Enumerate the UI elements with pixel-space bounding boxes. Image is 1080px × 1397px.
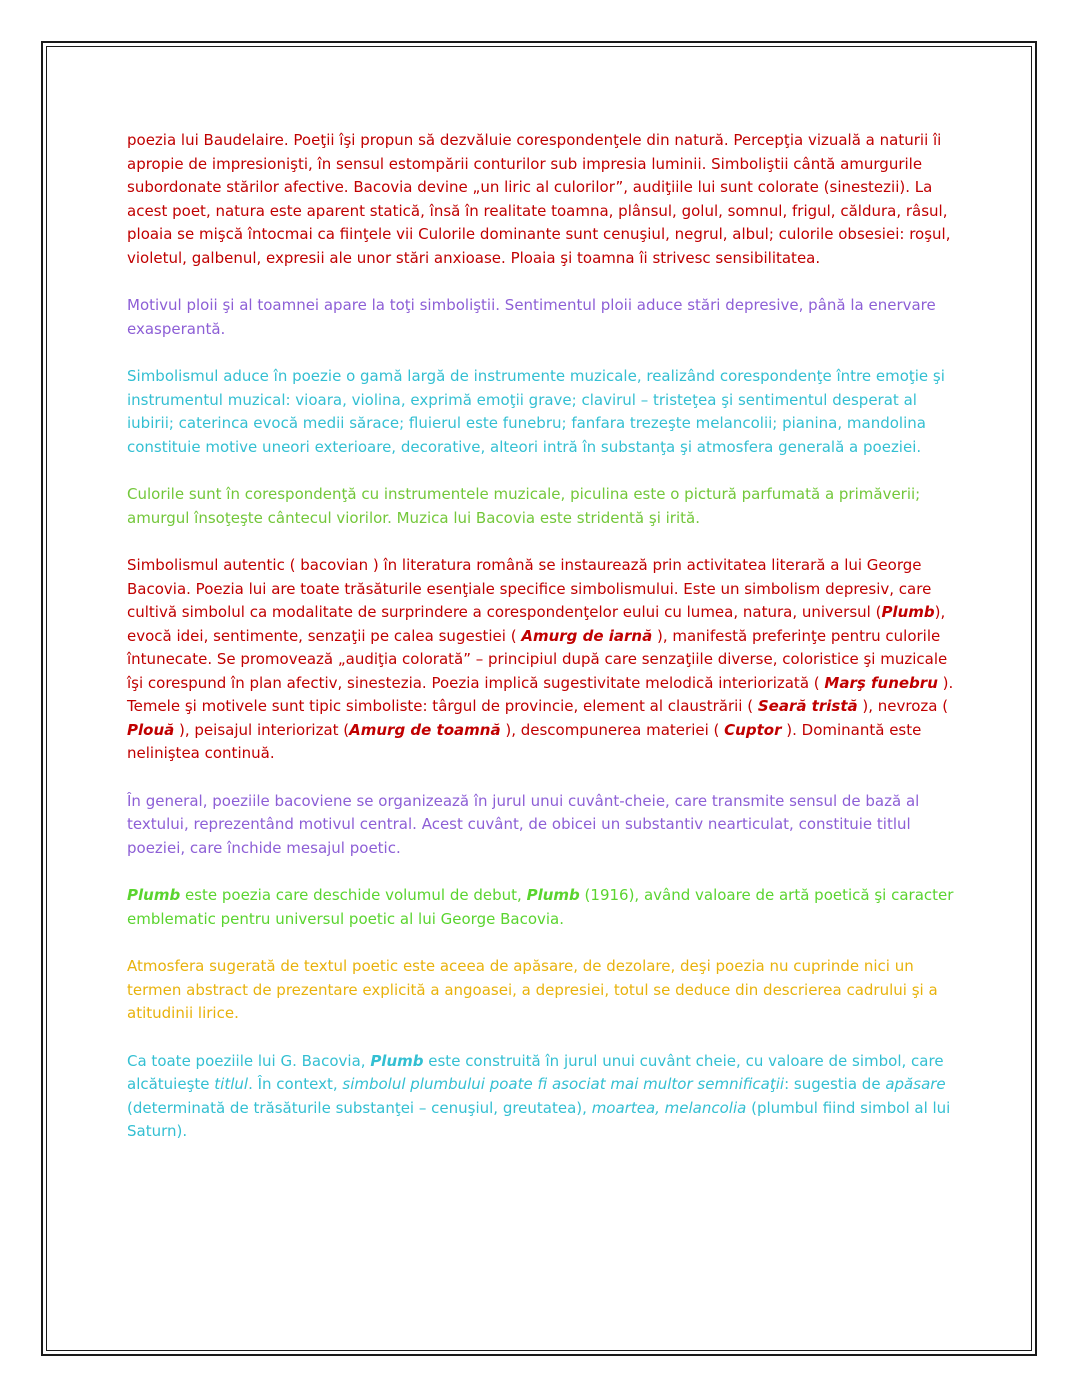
paragraph-text: poezia lui Baudelaire. Poeţii îşi propun să dezvăluie corespondenţele din natură. Percepţia vizuală a naturii îi apropie de impresionişti, în sensul estompării conturilor sub impresia luminii. Simboliştii cântă amurgurile subordonate stărilor afective. Bacovia devine „un liric al culorilor”, audiţiile lui sunt colorate (sinestezii). La acest poet, natura este aparent statică, însă în realitate toamna, plânsul, golul, somnul, frigul, căldura, râsul, ploaia se mişcă întocmai ca fiinţele vii Culorile dominante sunt cenuşiul, negrul, albul; culorile obsesiei: roşul, violetul, galbenul, expresii ale unor stări anxioase. Ploaia şi toamna îi strivesc sensibilitatea. <box>127 131 951 267</box>
paragraph-text: (1916), având valoare de artă poetică şi caracter emblematic pentru universul poetic al lui George Bacovia. <box>127 886 954 928</box>
paragraph-text: : sugestia de <box>784 1075 886 1093</box>
paragraph-text: În general, poeziile bacoviene se organizează în jurul unui cuvânt-cheie, care transmite sensul de bază al textului, reprezentând motivul central. Acest cuvânt, de obicei un substantiv nearticulat, constituie titlul poeziei, care închide mesajul poetic. <box>127 791 920 857</box>
paragraph-text: ), peisajul interiorizat ( <box>174 720 350 739</box>
paragraph-text: este poezia care deschide volumul de debut, <box>180 886 527 904</box>
document-body <box>127 129 957 1168</box>
emphasis-text: Plumb <box>881 603 935 621</box>
paragraph-3 <box>127 365 957 459</box>
paragraph-text: Ca toate poeziile lui G. Bacovia, <box>127 1051 371 1070</box>
emphasis-text: Plumb <box>370 1051 424 1070</box>
emphasis-text: Cuptor <box>724 720 782 739</box>
paragraph-text: Culorile sunt în corespondenţă cu instrumentele muzicale, piculina este o pictură parfumată a primăverii; amurgul însoţeşte cântecul viorilor. Muzica lui Bacovia este stridentă şi irită. <box>127 485 921 527</box>
emphasis-text: apăsare <box>885 1075 946 1093</box>
paragraph-text: (plumbul fiind simbol al lui Saturn). <box>127 1098 951 1140</box>
paragraph-5 <box>127 554 957 766</box>
emphasis-text: Marş funebru <box>824 673 938 692</box>
paragraph-8 <box>127 955 957 1026</box>
paragraph-text: . În context, <box>248 1075 343 1093</box>
paragraph-4 <box>127 483 957 530</box>
emphasis-text: Amurg de toamnă <box>349 720 501 739</box>
paragraph-text: Atmosfera sugerată de textul poetic este aceea de apăsare, de dezolare, deşi poezia nu cuprinde nici un termen abstract de prezentare explicită a angoasei, a depresiei, totul se deduce din descrierea cadrului şi a atitudinii lirice. <box>127 957 938 1022</box>
paragraph-6 <box>127 790 957 861</box>
paragraph-text: (determinată de trăsăturile substanţei – cenuşiul, greutatea), <box>127 1098 592 1117</box>
paragraph-text: ). Temele şi motivele sunt tipic simboliste: târgul de provincie, element al claustrării ( <box>127 673 954 715</box>
paragraph-7 <box>127 884 957 931</box>
paragraph-text: ). Dominantă este neliniştea continuă. <box>127 720 922 762</box>
paragraph-text: ), manifestă preferinţe pentru culorile întunecate. Se promovează „audiţia colorată” – principiul după care senzaţiile diverse, coloristice şi muzicale îşi corespund în plan afectiv, sinestezia. Poezia implică sugestivitate melodică interiorizată ( <box>127 626 948 692</box>
emphasis-text: Plouă <box>127 720 175 739</box>
paragraph-text: ), nevroza ( <box>857 697 949 715</box>
paragraph-text: ), descompunerea materiei ( <box>500 720 725 739</box>
paragraph-2 <box>127 294 957 341</box>
paragraph-text: ), evocă idei, sentimente, senzaţii pe calea sugestiei ( <box>127 603 946 645</box>
emphasis-text: Plumb <box>127 886 181 904</box>
paragraph-9 <box>127 1050 957 1144</box>
emphasis-text: simbolul plumbului poate fi asociat mai multor semnificaţii <box>342 1075 785 1093</box>
paragraph-1 <box>127 129 957 270</box>
emphasis-text: moartea, melancolia <box>591 1098 747 1117</box>
paragraph-text: Motivul ploii şi al toamnei apare la toţi simboliştii. Sentimentul ploii aduce stări depresive, până la enervare exasperantă. <box>127 296 936 338</box>
emphasis-text: Plumb <box>526 886 580 904</box>
emphasis-text: Amurg de iarnă <box>521 626 653 645</box>
paragraph-text: este construită în jurul unui cuvânt cheie, cu valoare de simbol, care alcătuieşte <box>127 1051 944 1093</box>
paragraph-text: Simbolismul aduce în poezie o gamă largă de instrumente muzicale, realizând corespondenţe între emoţie şi instrumentul muzical: vioara, violina, exprimă emoţii grave; clavirul – tristeţea şi sentimentul desperat al iubirii; caterinca evocă medii sărace; fluierul este funebru; fanfara trezeşte melancolii; pianina, mandolina constituie motive uneori exterioare, decorative, alteori intră în substanţa şi atmosfera generală a poeziei. <box>127 367 945 456</box>
paragraph-text: Simbolismul autentic ( bacovian ) în literatura română se instaurează prin activitatea literară a lui George Bacovia. Poezia lui are toate trăsăturile esenţiale specifice simbolismului. Este un simbolism depresiv, care cultivă simbolul ca modalitate de surprindere a corespondenţelor eului cu lumea, natura, universul ( <box>127 556 932 621</box>
emphasis-text: Seară tristă <box>757 697 858 715</box>
emphasis-text: titlul <box>214 1075 249 1093</box>
